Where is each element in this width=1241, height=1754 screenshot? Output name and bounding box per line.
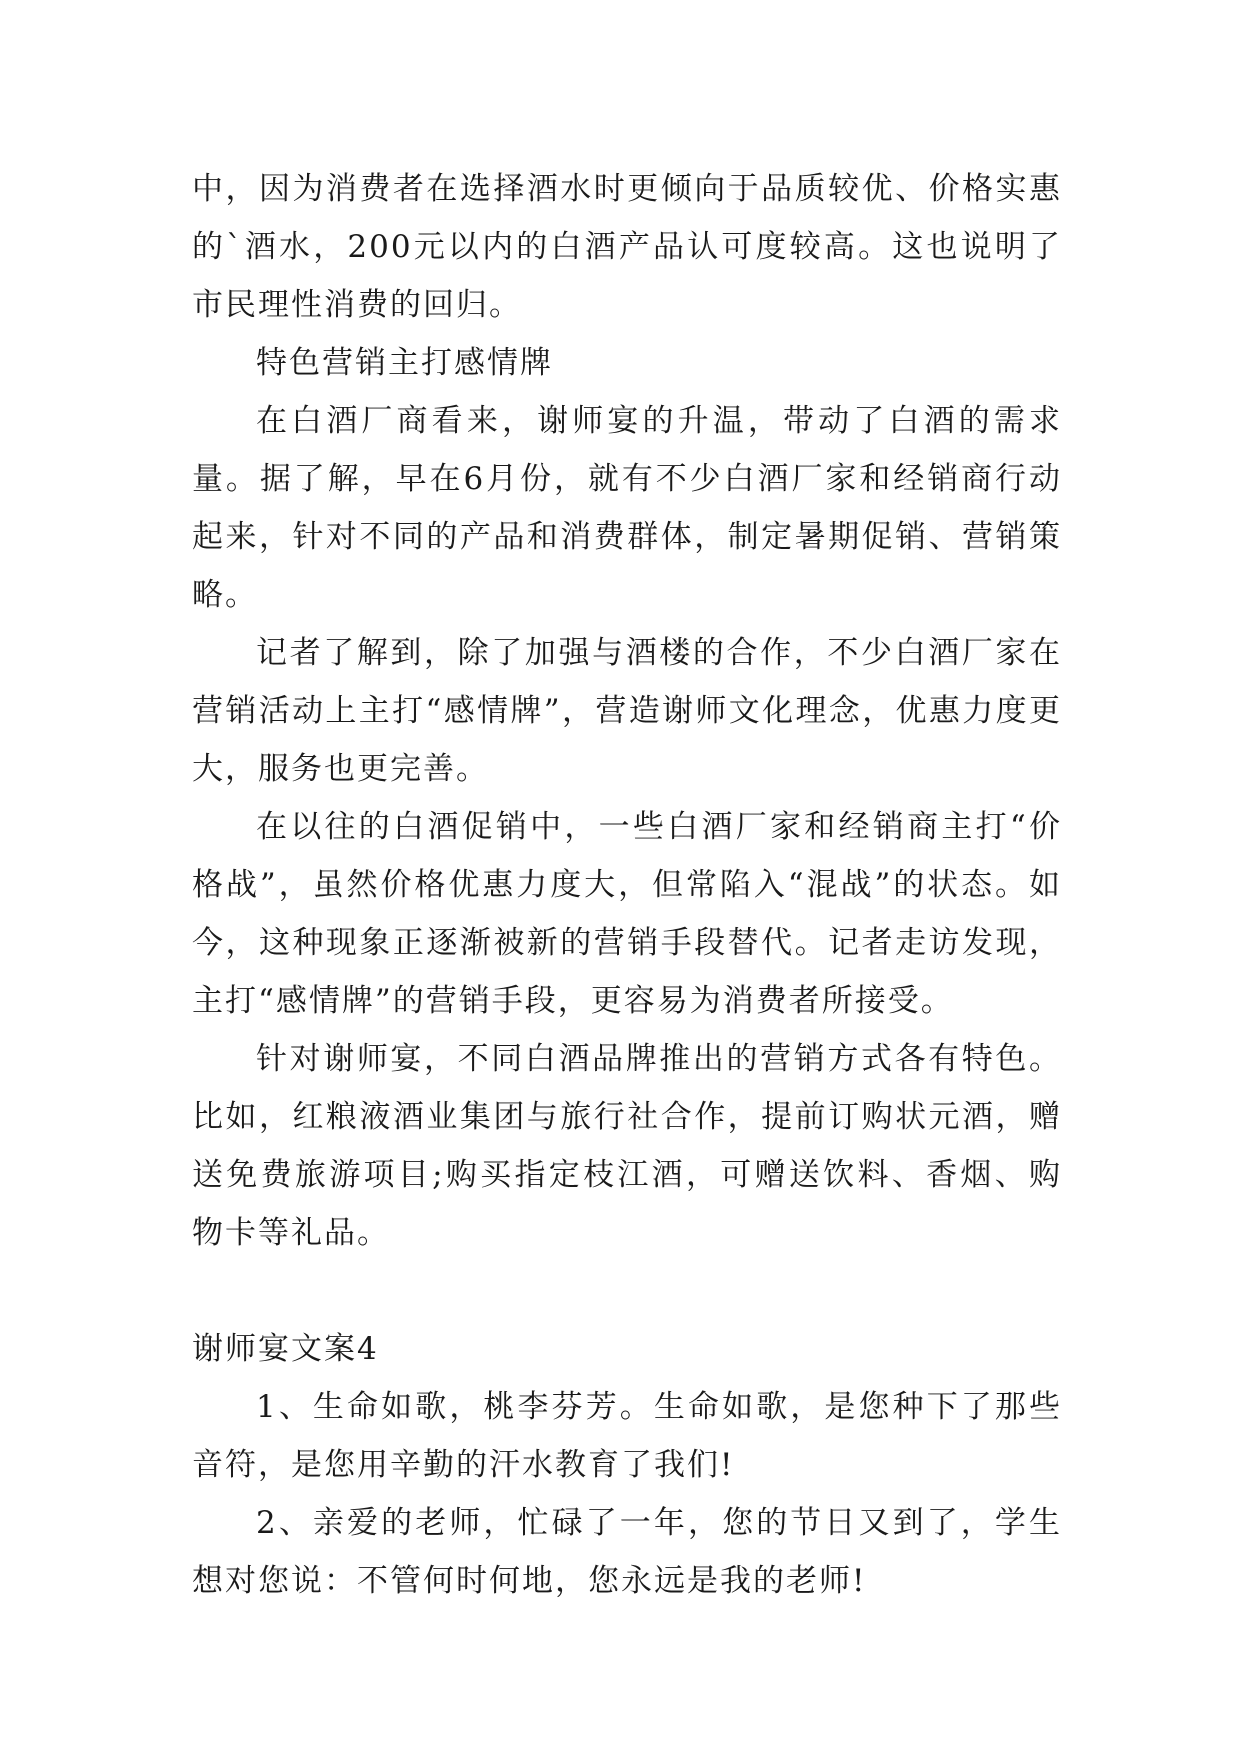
paragraph-intro-continuation: 中，因为消费者在选择酒水时更倾向于品质较优、价格实惠的`酒水，200元以内的白酒产品认可度较高。这也说明了市民理性消费的回归。 xyxy=(192,171,1062,323)
article-body-part1 xyxy=(192,160,1062,1262)
paragraph-liquor-demand: 在白酒厂商看来，谢师宴的升温，带动了白酒的需求量。据了解，早在6月份，就有不少白酒厂家和经销商行动起来，针对不同的产品和消费群体，制定暑期促销、营销策略。 xyxy=(192,403,1062,613)
section-spacer xyxy=(192,1262,1062,1320)
paragraph-price-war: 在以往的白酒促销中，一些白酒厂家和经销商主打“价格战”，虽然价格优惠力度大，但常陷入“混战”的状态。如今，这种现象正逐渐被新的营销手段替代。记者走访发现，主打“感情牌”的营销手段，更容易为消费者所接受。 xyxy=(192,809,1062,1019)
document-page xyxy=(192,160,1062,1610)
paragraph-emotional-card: 记者了解到，除了加强与酒楼的合作，不少白酒厂家在营销活动上主打“感情牌”，营造谢师文化理念，优惠力度更大，服务也更完善。 xyxy=(192,635,1062,787)
section-title: 谢师宴文案4 xyxy=(192,1331,379,1367)
list-item-1: 1、生命如歌，桃李芬芳。生命如歌，是您种下了那些音符，是您用辛勤的汗水教育了我们! xyxy=(192,1389,1062,1483)
list-item-2: 2、亲爱的老师，忙碌了一年，您的节日又到了，学生想对您说：不管何时何地，您永远是我的老师! xyxy=(192,1505,1062,1599)
paragraph-brand-promotions: 针对谢师宴，不同白酒品牌推出的营销方式各有特色。比如，红粮液酒业集团与旅行社合作，提前订购状元酒，赠送免费旅游项目;购买指定枝江酒，可赠送饮料、香烟、购物卡等礼品。 xyxy=(192,1041,1062,1251)
subheading-emotional-marketing: 特色营销主打感情牌 xyxy=(256,345,553,381)
article-body-part2 xyxy=(192,1378,1062,1610)
